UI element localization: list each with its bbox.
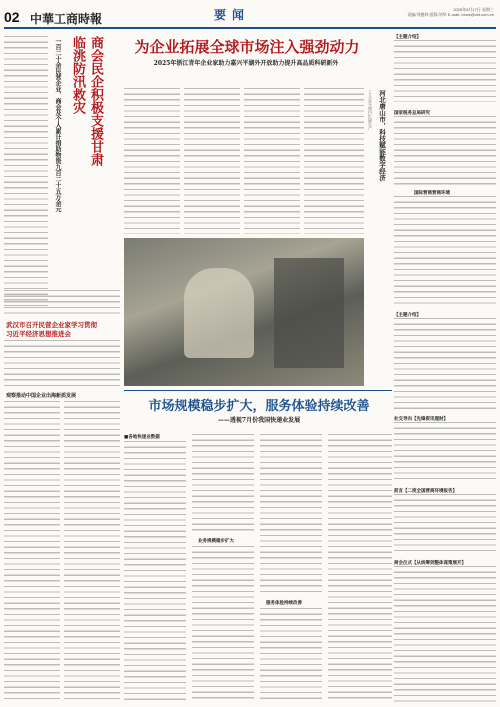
left-story	[4, 32, 120, 312]
middle-sub-2: 业务规模稳步扩大	[198, 539, 234, 544]
right-body-3	[394, 196, 496, 308]
middle-sub-1: ■各地快递业数据	[124, 435, 160, 440]
wuhan-body	[4, 340, 120, 386]
header-rule	[4, 27, 496, 29]
right-item-5: 社交导向【先锋资讯理财】	[394, 417, 448, 422]
page-number: 02	[4, 9, 20, 25]
left-story-title-1: 商会民企积极支援甘肃	[88, 36, 103, 166]
right-body-6	[394, 494, 496, 554]
middle-col-3b	[260, 608, 322, 703]
middle-headline: 市场规模稳步扩大，服务体验持续改善	[148, 399, 370, 414]
photo-caption	[366, 88, 390, 258]
bottom-left-title: 观察推动中国企业出海新质发展	[6, 393, 77, 399]
main-col-1	[124, 88, 180, 234]
bottom-left-col-2	[64, 401, 120, 703]
worker-figure	[184, 268, 254, 358]
right-item-7: 商会仪式【从统筹到整体谋策展开】	[394, 561, 466, 566]
section-title: 要闻	[214, 8, 251, 22]
factory-photo	[124, 238, 364, 386]
wuhan-title-1: 武汉市召开民营企业家学习贯彻	[6, 321, 97, 329]
main-col-4	[304, 88, 364, 234]
right-body-5	[394, 422, 496, 482]
page-header	[0, 0, 500, 30]
right-item-2: 国家税务总局研究	[394, 111, 430, 116]
issue-date: 2025年8月17日 星期三	[453, 7, 494, 12]
bottom-left-col-1	[4, 401, 60, 703]
middle-sub-3: 服务体验持续改善	[266, 601, 302, 606]
machine-shape	[274, 258, 344, 368]
right-body-1	[394, 40, 496, 102]
middle-col-3a	[260, 434, 322, 594]
middle-col-1	[124, 441, 186, 703]
left-story-title-2: 临洮防汛救灾	[70, 36, 85, 114]
right-body-4	[394, 318, 496, 410]
editor-credits: 责编/刘德林 组版/刘华 E-mail: news@cbt.com.cn	[407, 12, 494, 17]
main-subheadline: 2025年浙江青年企业家助力嘉兴平湖外开放助力提升高品质科研新外	[153, 60, 339, 67]
photo-caption-body: 工人在车间内忙碌生产	[368, 90, 373, 130]
right-item-6: 前言【二度全国营商环境报告】	[394, 489, 457, 494]
photo-caption-title: 河北唐山市，科技赋能数字经济	[378, 90, 386, 181]
wuhan-title-2: 习近平经济思想推进会	[6, 330, 71, 338]
right-item-3: 国际营商营商环境	[414, 191, 450, 196]
middle-col-4	[328, 434, 392, 703]
left-story-body-bottom	[4, 290, 120, 314]
middle-subheadline: ——透视7月份我国快递业发展	[217, 417, 301, 424]
left-story-body	[4, 36, 48, 306]
middle-col-2a	[192, 434, 254, 534]
right-body-2	[394, 116, 496, 186]
newspaper-name: 中華工商時報	[30, 12, 103, 26]
main-col-3	[244, 88, 300, 234]
main-headline: 为企业拓展全球市场注入强劲动力	[134, 38, 360, 56]
bottom-left-story	[4, 392, 120, 704]
middle-col-2b	[192, 546, 254, 703]
middle-headline-block	[124, 390, 392, 431]
main-col-2	[184, 88, 240, 234]
wuhan-story	[4, 318, 120, 388]
middle-story	[124, 434, 392, 704]
right-item-1: 【主题介绍】	[394, 35, 421, 40]
right-item-4: 【主题介绍】	[394, 313, 421, 318]
left-story-subtitle: 一百二十余民营企业、商会及个人累计捐助物资九百二十五万余元	[54, 38, 61, 212]
right-column	[394, 32, 496, 704]
main-headline-block	[122, 32, 370, 82]
issue-meta	[407, 7, 494, 17]
right-body-7	[394, 566, 496, 702]
